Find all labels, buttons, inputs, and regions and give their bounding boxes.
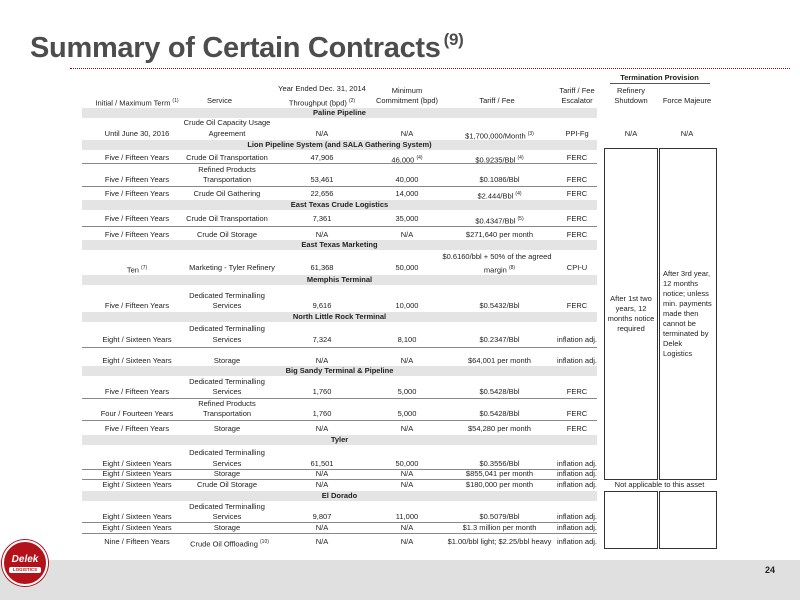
row14-min-commit: 50,000	[395, 459, 419, 468]
row9-throughput: 7,324	[312, 335, 332, 344]
row8-min-commit: 10,000	[395, 301, 419, 310]
row-divider	[82, 420, 597, 421]
header-refinery-line1: Refinery	[617, 86, 645, 95]
row8-tariff: $0.5432/Bbl	[479, 301, 520, 310]
row-divider	[82, 398, 597, 399]
header-initial-term: Initial / Maximum Term $^{(1)}$	[95, 98, 179, 108]
row19-service: Crude Oil Offloading $^{(10)}$	[190, 539, 269, 549]
row5-term: Five / Fifteen Years	[104, 214, 170, 223]
row1-tariff: $1,700,000/Month $^{(3)}$	[465, 131, 534, 141]
section-north-little-rock: North Little Rock Terminal	[82, 312, 597, 322]
row1-min-commit: N/A	[400, 129, 414, 138]
header-min-commit-line2: Commitment (bpd)	[375, 96, 439, 105]
row16-escalator: inflation adj.	[556, 480, 598, 489]
row4-throughput: 22,656	[310, 189, 334, 198]
row7-tariff-line1: $0.6160/bbl + 50% of the agreed	[442, 252, 552, 261]
row10-min-commit: N/A	[400, 356, 414, 365]
row11-throughput: 1,760	[312, 387, 332, 396]
section-paline: Paline Pipeline	[82, 108, 597, 118]
row9-min-commit: 8,100	[397, 335, 417, 344]
title-divider	[70, 68, 790, 69]
row10-tariff: $64,001 per month	[468, 356, 531, 365]
row8-escalator: FERC	[566, 301, 588, 310]
row-divider	[82, 186, 597, 187]
row15-min-commit: N/A	[400, 469, 414, 478]
footer-bar	[0, 560, 800, 600]
row12-service-line1: Refined Products	[198, 399, 256, 408]
row4-min-commit: 14,000	[395, 189, 419, 198]
section-lion: Lion Pipeline System (and SALA Gathering System)	[82, 140, 597, 150]
row13-escalator: FERC	[566, 424, 588, 433]
row3-service-line2: Transportation	[202, 175, 252, 184]
row5-service: Crude Oil Transportation	[186, 214, 268, 223]
row13-throughput: N/A	[315, 424, 329, 433]
header-refinery-line2: Shutdown	[614, 96, 648, 105]
row3-service-line1: Refined Products	[198, 165, 256, 174]
row7-escalator: CPI-U	[566, 263, 588, 272]
row8-service-line1: Dedicated Terminalling	[189, 291, 265, 300]
row10-escalator: inflation adj.	[556, 356, 598, 365]
row3-escalator: FERC	[566, 175, 588, 184]
row6-escalator: FERC	[566, 230, 588, 239]
delek-logistics-logo	[2, 540, 48, 586]
row10-service: Storage	[213, 356, 241, 365]
row5-tariff: $0.4347/Bbl $^{(5)}$	[475, 216, 524, 226]
row19-tariff: $1.00/bbl light; $2.25/bbl heavy	[447, 537, 552, 546]
row1-throughput: N/A	[315, 129, 329, 138]
row12-throughput: 1,760	[312, 409, 332, 418]
row14-service-line2: Services	[212, 459, 242, 468]
row8-term: Five / Fifteen Years	[104, 301, 170, 310]
row-divider	[82, 347, 597, 348]
row16-min-commit: N/A	[400, 480, 414, 489]
row14-term: Eight / Sixteen Years	[102, 459, 172, 468]
row9-service-line1: Dedicated Terminalling	[189, 324, 265, 333]
row11-tariff: $0.5428/Bbl	[479, 387, 520, 396]
force-majeure-text: After 3rd year, 12 months notice; unless min. payments made then cannot be terminated by Delek Logistics	[663, 269, 712, 358]
header-escalator-line2: Escalator	[561, 96, 593, 105]
row6-tariff: $271,640 per month	[465, 230, 534, 239]
row9-term: Eight / Sixteen Years	[102, 335, 172, 344]
row11-service-line2: Services	[212, 387, 242, 396]
header-service: Service	[206, 96, 232, 105]
header-throughput-line1: Year Ended Dec. 31, 2014	[278, 84, 366, 93]
row15-throughput: N/A	[315, 469, 329, 478]
row3-term: Five / Fifteen Years	[104, 175, 170, 184]
row2-min-commit: 46,000 $^{(4)}$	[391, 155, 423, 165]
row17-tariff: $0.5079/Bbl	[479, 512, 520, 521]
row5-min-commit: 35,000	[395, 214, 419, 223]
row19-min-commit: N/A	[400, 537, 414, 546]
row2-escalator: FERC	[566, 153, 588, 162]
row18-min-commit: N/A	[400, 523, 414, 532]
page-number: 24	[764, 565, 775, 575]
row7-term: Ten $^{(7)}$	[126, 265, 148, 275]
row8-throughput: 9,616	[312, 301, 332, 310]
row15-service: Storage	[213, 469, 241, 478]
row11-escalator: FERC	[566, 387, 588, 396]
row16-tariff: $180,000 per month	[465, 480, 534, 489]
page-title: Summary of Certain Contracts $^{(9)}$	[30, 30, 464, 64]
row17-term: Eight / Sixteen Years	[102, 512, 172, 521]
row16-term: Eight / Sixteen Years	[102, 480, 172, 489]
row18-service: Storage	[213, 523, 241, 532]
row14-escalator: inflation adj.	[556, 459, 598, 468]
row11-term: Five / Fifteen Years	[104, 387, 170, 396]
row6-throughput: N/A	[315, 230, 329, 239]
section-tyler: Tyler	[82, 435, 597, 445]
header-force-majeure: Force Majeure	[662, 96, 712, 105]
row1-escalator: PPI-Fg	[565, 129, 589, 138]
row14-throughput: 61,501	[310, 459, 334, 468]
row11-service-line1: Dedicated Terminalling	[189, 377, 265, 386]
row2-tariff: $0.9235/Bbl $^{(4)}$	[475, 155, 524, 165]
row9-escalator: inflation adj.	[556, 335, 598, 344]
refinery-shutdown-empty-box	[604, 491, 658, 549]
row13-service: Storage	[213, 424, 241, 433]
row5-throughput: 7,361	[312, 214, 332, 223]
row16-throughput: N/A	[315, 480, 329, 489]
row19-throughput: N/A	[315, 537, 329, 546]
row17-throughput: 9,807	[312, 512, 332, 521]
row-divider	[82, 226, 597, 227]
row7-throughput: 61,368	[310, 263, 334, 272]
row19-term: Nine / Fifteen Years	[104, 537, 170, 546]
row2-service: Crude Oil Transportation	[186, 153, 268, 162]
row18-throughput: N/A	[315, 523, 329, 532]
termination-header: Termination Provision	[620, 73, 699, 82]
row4-service: Crude Oil Gathering	[193, 189, 261, 198]
row2-term: Five / Fifteen Years	[104, 153, 170, 162]
row6-term: Five / Fifteen Years	[104, 230, 170, 239]
row1-force: N/A	[680, 129, 694, 138]
row18-term: Eight / Sixteen Years	[102, 523, 172, 532]
row7-min-commit: 50,000	[395, 263, 419, 272]
row17-service-line2: Services	[212, 512, 242, 521]
refinery-shutdown-box	[604, 148, 658, 480]
row11-min-commit: 5,000	[397, 387, 417, 396]
row17-escalator: inflation adj.	[556, 512, 598, 521]
termination-underline	[610, 83, 710, 84]
row17-service-line1: Dedicated Terminalling	[189, 502, 265, 511]
row4-term: Five / Fifteen Years	[104, 189, 170, 198]
row18-tariff: $1.3 million per month	[462, 523, 537, 532]
row12-escalator: FERC	[566, 409, 588, 418]
section-east-texas-marketing: East Texas Marketing	[82, 240, 597, 250]
section-memphis: Memphis Terminal	[82, 275, 597, 285]
row19-escalator: inflation adj.	[556, 537, 598, 546]
row12-tariff: $0.5428/Bbl	[479, 409, 520, 418]
row14-tariff: $0.3556/Bbl	[479, 459, 520, 468]
row3-min-commit: 40,000	[395, 175, 419, 184]
row1-refinery: N/A	[624, 129, 638, 138]
refinery-shutdown-text: After 1st two years, 12 months notice required	[607, 294, 655, 333]
header-min-commit-line1: Minimum	[391, 86, 423, 95]
section-big-sandy: Big Sandy Terminal & Pipeline	[82, 366, 597, 376]
row7-service: Marketing - Tyler Refinery	[189, 263, 275, 272]
row13-tariff: $54,280 per month	[468, 424, 531, 433]
row15-term: Eight / Sixteen Years	[102, 469, 172, 478]
row1-term: Until June 30, 2016	[104, 129, 170, 138]
row3-tariff: $0.1086/Bbl	[479, 175, 520, 184]
header-escalator-line1: Tariff / Fee	[559, 86, 595, 95]
row5-escalator: FERC	[566, 214, 588, 223]
logo-text: Delek	[11, 554, 39, 565]
row15-escalator: inflation adj.	[556, 469, 598, 478]
force-majeure-empty-box	[659, 491, 717, 549]
row10-throughput: N/A	[315, 356, 329, 365]
row7-tariff-line2: margin $^{(8)}$	[483, 265, 516, 275]
row4-escalator: FERC	[566, 189, 588, 198]
row1-service-line1: Crude Oil Capacity Usage	[183, 118, 271, 127]
header-tariff: Tariff / Fee	[479, 96, 515, 105]
row12-term: Four / Fourteen Years	[100, 409, 174, 418]
row9-tariff: $0.2347/Bbl	[479, 335, 520, 344]
section-el-dorado: El Dorado	[82, 491, 597, 501]
row6-min-commit: N/A	[400, 230, 414, 239]
row3-throughput: 53,461	[310, 175, 334, 184]
force-majeure-box	[659, 148, 717, 480]
header-throughput-line2: Throughput (bpd) $^{(2)}$	[288, 98, 356, 108]
row17-min-commit: 11,000	[395, 512, 419, 521]
row4-tariff: $2.444/Bbl $^{(4)}$	[477, 191, 522, 201]
row15-tariff: $855,041 per month	[465, 469, 534, 478]
row8-service-line2: Services	[212, 301, 242, 310]
section-east-texas-crude: East Texas Crude Logistics	[82, 200, 597, 210]
row13-min-commit: N/A	[400, 424, 414, 433]
row-divider	[82, 533, 597, 534]
row16-service: Crude Oil Storage	[196, 480, 258, 489]
row12-service-line2: Transportation	[202, 409, 252, 418]
row14-service-line1: Dedicated Terminalling	[189, 448, 265, 457]
not-applicable-note: Not applicable to this asset	[614, 480, 705, 489]
row12-min-commit: 5,000	[397, 409, 417, 418]
row13-term: Five / Fifteen Years	[104, 424, 170, 433]
row9-service-line2: Services	[212, 335, 242, 344]
row-divider	[82, 163, 597, 164]
row6-service: Crude Oil Storage	[196, 230, 258, 239]
row10-term: Eight / Sixteen Years	[102, 356, 172, 365]
logo-subtext: LOGISTICS	[9, 567, 41, 573]
row2-throughput: 47,906	[310, 153, 334, 162]
row1-service-line2: Agreement	[208, 129, 246, 138]
row18-escalator: inflation adj.	[556, 523, 598, 532]
